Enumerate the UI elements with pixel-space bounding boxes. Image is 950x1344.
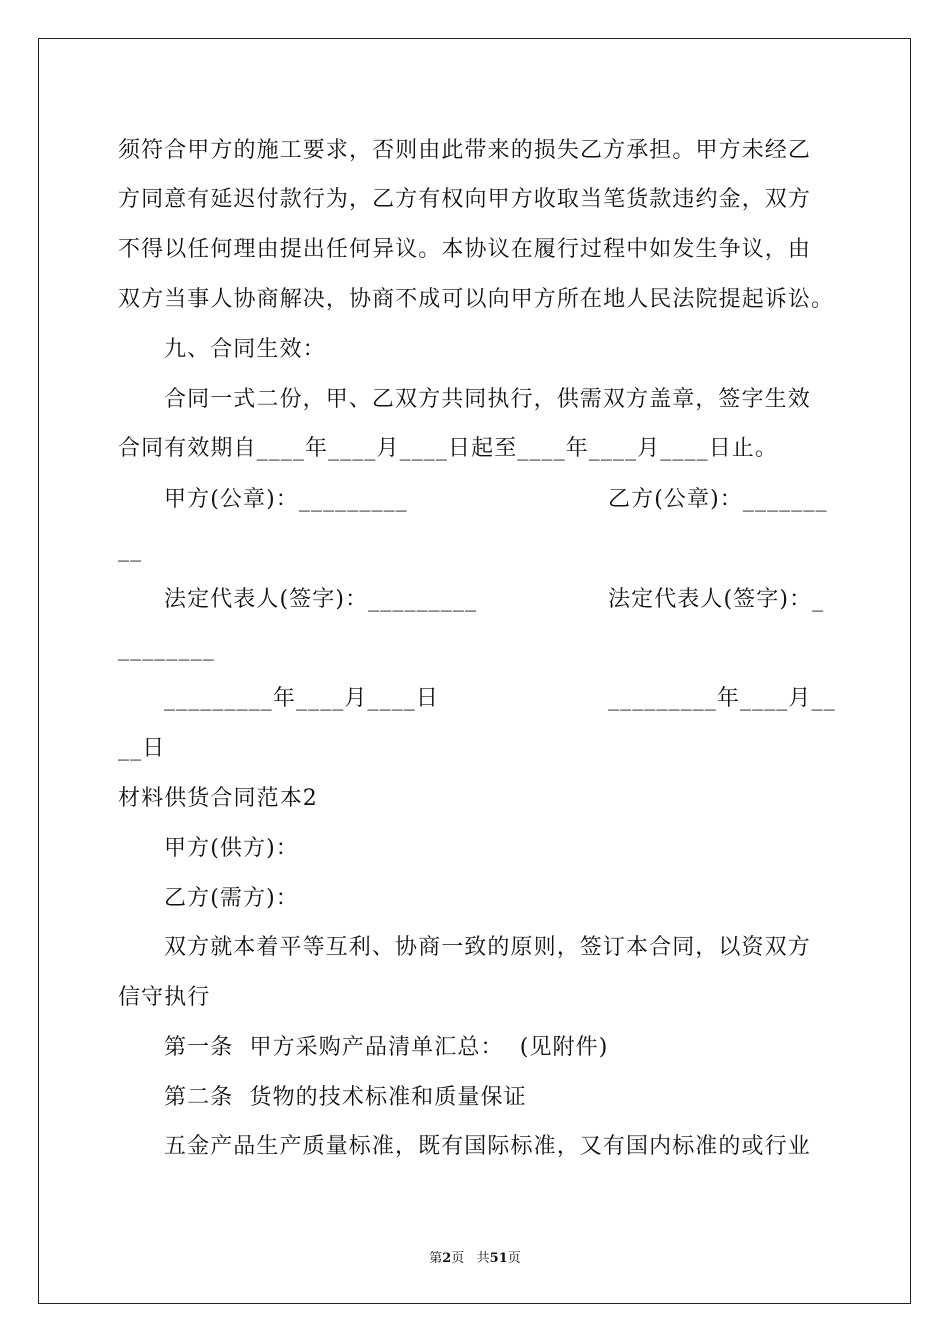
date-a: _________年____月____日 — [164, 686, 440, 711]
page-border — [38, 38, 911, 1304]
rep-b-sign-cont: ________ — [118, 636, 215, 661]
rep-a-sign: 法定代表人(签字)：_________ — [164, 587, 478, 612]
body-line-copies: 合同一式二份，甲、乙双方共同执行，供需双方盖章，签字生效 — [164, 387, 811, 412]
party-b-seal-cont: __ — [118, 537, 143, 562]
contract-intro-2: 信守执行 — [118, 985, 211, 1010]
article-2-standard: 五金产品生产质量标准，既有国际标准，又有国内标准的或行业 — [164, 1134, 811, 1159]
party-a-seal: 甲方(公章)：_________ — [164, 487, 408, 512]
date-b-cont: __日 — [118, 736, 166, 761]
footer-suffix: 页 — [507, 1251, 521, 1266]
contract-party-b: 乙方(需方)： — [164, 886, 299, 911]
rep-b-sign: 法定代表人(签字)：_ — [608, 587, 825, 612]
article-2: 第二条 货物的技术标准和质量保证 — [164, 1085, 527, 1110]
section-heading-effect: 九、合同生效： — [164, 337, 326, 362]
footer-prefix: 第 — [429, 1251, 443, 1266]
article-1: 第一条 甲方采购产品清单汇总： (见附件) — [164, 1035, 609, 1060]
body-line-2: 方同意有延迟付款行为，乙方有权向甲方收取当笔货款违约金，双方 — [118, 187, 812, 212]
footer-total-pages: 51 — [489, 1251, 508, 1266]
contract-intro-1: 双方就本着平等互利、协商一致的原则，签订本合同，以资双方 — [164, 935, 811, 960]
footer-mid: 页 共 — [451, 1251, 490, 1266]
page-footer — [0, 1247, 950, 1266]
body-line-validity: 合同有效期自____年____月____日起至____年____月____日止。 — [118, 436, 779, 461]
contract-title: 材料供货合同范本2 — [118, 786, 318, 811]
body-line-3: 不得以任何理由提出任何异议。本协议在履行过程中如发生争议，由 — [118, 237, 812, 262]
body-line-1: 须符合甲方的施工要求，否则由此带来的损失乙方承担。甲方未经乙 — [118, 138, 812, 163]
contract-party-a: 甲方(供方)： — [164, 836, 299, 861]
party-b-seal: 乙方(公章)：_______ — [608, 487, 828, 512]
body-line-4: 双方当事人协商解决，协商不成可以向甲方所在地人民法院提起诉讼。 — [118, 287, 835, 312]
date-b: _________年____月__ — [608, 686, 836, 711]
footer-page-number: 2 — [442, 1251, 452, 1266]
